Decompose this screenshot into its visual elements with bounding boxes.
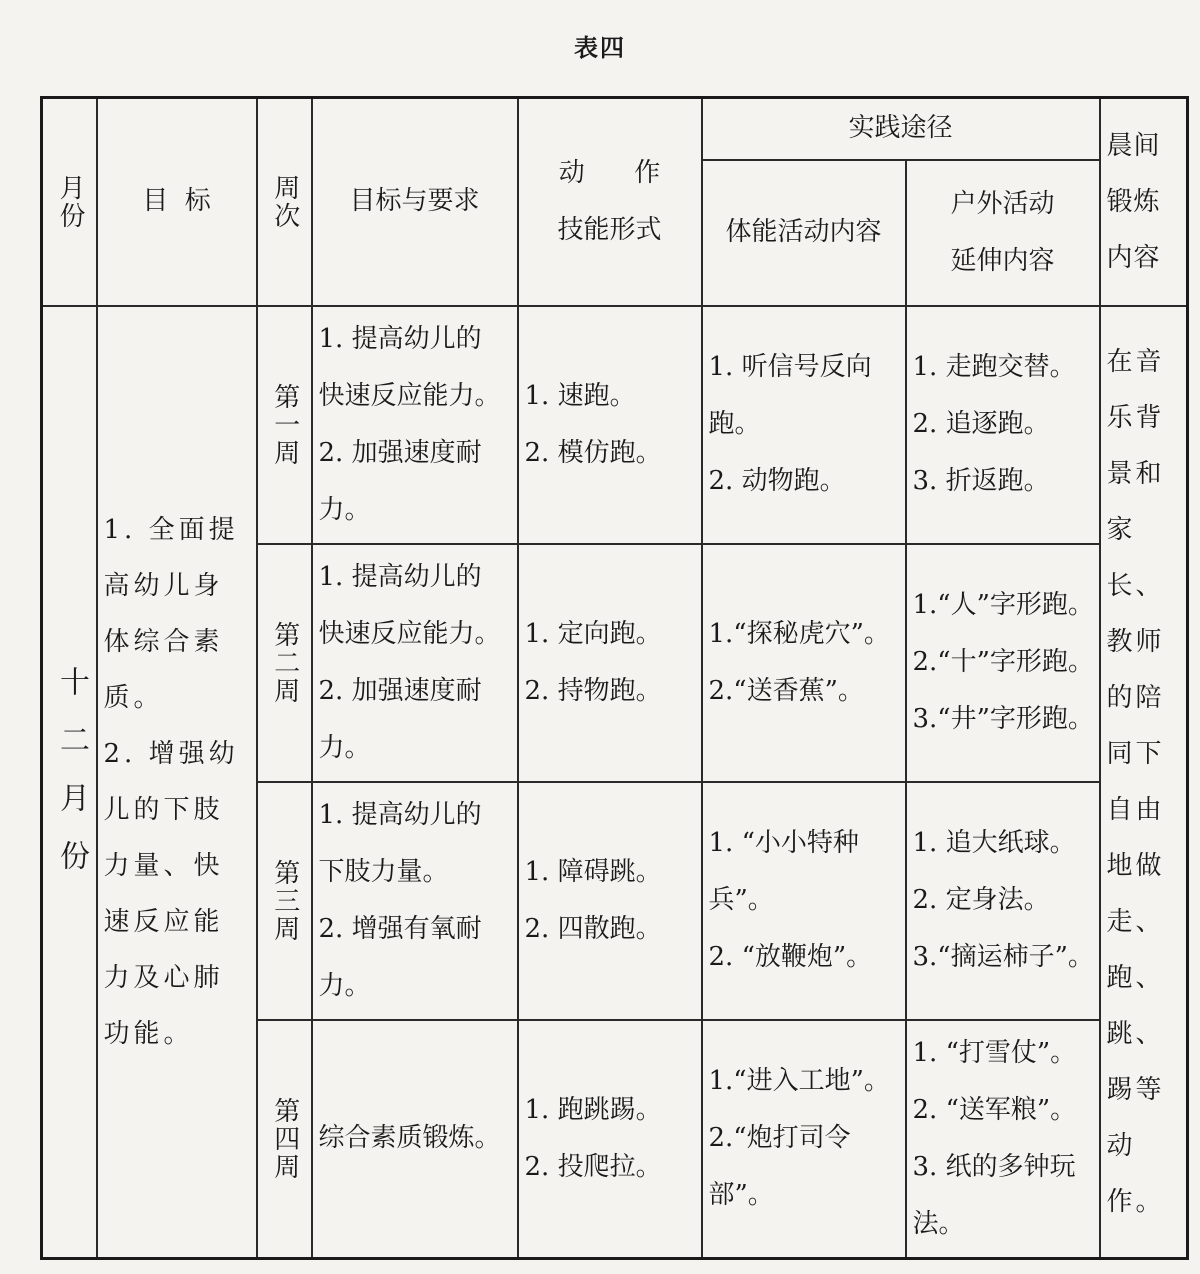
physical-line: 兵”。 <box>708 885 774 915</box>
week-text: 第一周 <box>269 382 300 467</box>
activity-plan-table <box>40 96 1189 1260</box>
physical-line: 2. “放鞭炮”。 <box>708 942 873 972</box>
physical-cell <box>702 782 906 1020</box>
outdoor-line: 2. “送军粮”。 <box>912 1094 1077 1125</box>
requirement-line: 力。 <box>318 732 371 763</box>
requirement-line: 力。 <box>318 494 371 525</box>
header-month <box>42 98 97 306</box>
skill-cell <box>518 544 702 782</box>
outdoor-cell <box>906 544 1100 782</box>
month-cell <box>42 306 97 1259</box>
header-morning <box>1100 98 1188 306</box>
header-morning-text: 晨间锻炼内容 <box>1106 130 1161 273</box>
header-goal: 目 标 <box>97 98 257 306</box>
week-text: 第四周 <box>269 1096 300 1181</box>
week-cell <box>257 544 312 782</box>
outdoor-line: 3.“摘运柿子”。 <box>912 942 1094 972</box>
physical-line: 2.“炮打司令 <box>708 1123 851 1153</box>
header-skill-line1: 动 作 <box>558 157 661 188</box>
header-physical: 体能活动内容 <box>702 160 906 306</box>
skill-line: 2. 持物跑。 <box>524 675 662 706</box>
header-month-text: 月份 <box>54 173 85 230</box>
requirement-line: 1. 提高幼儿的 <box>318 561 482 592</box>
physical-cell <box>702 1020 906 1259</box>
physical-line: 1. 听信号反向 <box>708 352 872 382</box>
week-cell <box>257 306 312 544</box>
header-outdoor <box>906 160 1100 306</box>
physical-line: 跑。 <box>708 409 761 439</box>
outdoor-line: 3.“井”字形跑。 <box>912 704 1094 734</box>
requirement-cell <box>312 1020 518 1259</box>
outdoor-line: 2.“十”字形跑。 <box>912 647 1094 677</box>
skill-line: 2. 模仿跑。 <box>524 437 662 468</box>
table-caption: 表四 <box>574 33 626 62</box>
skill-cell <box>518 1020 702 1259</box>
week-cell <box>257 1020 312 1259</box>
outdoor-line: 1. 追大纸球。 <box>912 828 1076 858</box>
physical-line: 1. “小小特种 <box>708 828 859 858</box>
header-outdoor-line2: 延伸内容 <box>950 245 1055 276</box>
goal-item: 1. 全面提高幼儿身体综合素质。 <box>103 514 239 713</box>
requirement-cell <box>312 544 518 782</box>
physical-cell <box>702 306 906 544</box>
outdoor-line: 1.“人”字形跑。 <box>912 590 1094 620</box>
header-practice: 实践途径 <box>702 98 1100 160</box>
morning-cell <box>1100 306 1188 1259</box>
header-week-text: 周次 <box>269 173 300 230</box>
requirement-line: 2. 加强速度耐 <box>318 675 482 706</box>
outdoor-line: 3. 折返跑。 <box>912 466 1050 496</box>
header-week <box>257 98 312 306</box>
outdoor-line: 1. “打雪仗”。 <box>912 1037 1077 1068</box>
requirement-line: 1. 提高幼儿的 <box>318 799 482 830</box>
requirement-cell <box>312 306 518 544</box>
skill-cell <box>518 306 702 544</box>
week-text: 第三周 <box>269 858 300 943</box>
skill-line: 1. 定向跑。 <box>524 618 662 649</box>
physical-line: 2. 动物跑。 <box>708 466 846 496</box>
skill-line: 1. 跑跳踢。 <box>524 1094 662 1125</box>
physical-line: 1.“进入工地”。 <box>708 1066 890 1096</box>
skill-line: 1. 障碍跳。 <box>524 856 662 887</box>
requirement-line: 2. 加强速度耐 <box>318 437 482 468</box>
goal-item: 2. 增强幼儿的下肢力量、快速反应能力及心肺功能。 <box>103 738 239 1049</box>
header-skill-line2: 技能形式 <box>557 214 662 245</box>
outdoor-line: 2. 追逐跑。 <box>912 409 1050 439</box>
requirement-line: 综合素质锻炼。 <box>318 1123 501 1153</box>
requirement-line: 力。 <box>318 970 371 1001</box>
header-requirement: 目标与要求 <box>312 98 518 306</box>
requirement-line: 快速反应能力。 <box>318 380 501 411</box>
week-cell <box>257 782 312 1020</box>
skill-line: 2. 四散跑。 <box>524 913 662 944</box>
header-row-1 <box>42 98 1188 160</box>
outdoor-line: 2. 定身法。 <box>912 885 1050 915</box>
table-row <box>42 306 1188 544</box>
week-text: 第二周 <box>269 620 300 705</box>
outdoor-cell <box>906 782 1100 1020</box>
physical-line: 2.“送香蕉”。 <box>708 675 864 706</box>
physical-line: 1.“探秘虎穴”。 <box>708 618 890 649</box>
requirement-line: 1. 提高幼儿的 <box>318 323 482 354</box>
outdoor-cell <box>906 306 1100 544</box>
requirement-line: 快速反应能力。 <box>318 618 501 649</box>
skill-cell <box>518 782 702 1020</box>
skill-line: 1. 速跑。 <box>524 380 636 411</box>
outdoor-cell <box>906 1020 1100 1259</box>
outdoor-line: 1. 走跑交替。 <box>912 352 1076 382</box>
goal-cell <box>97 306 257 1259</box>
outdoor-line: 法。 <box>912 1208 965 1239</box>
physical-cell <box>702 544 906 782</box>
skill-line: 2. 投爬拉。 <box>524 1151 662 1182</box>
requirement-cell <box>312 782 518 1020</box>
outdoor-line: 3. 纸的多钟玩 <box>912 1151 1076 1182</box>
requirement-line: 2. 增强有氧耐 <box>318 913 482 944</box>
header-skill <box>518 98 702 306</box>
month-text: 十二月份 <box>54 665 89 898</box>
morning-text: 在音乐背景和家长、教师的陪同下自由地做走、跑、跳、踢等动作。 <box>1106 346 1165 1217</box>
physical-line: 部”。 <box>708 1180 774 1210</box>
requirement-line: 下肢力量。 <box>318 856 449 887</box>
header-outdoor-line1: 户外活动 <box>950 188 1055 219</box>
